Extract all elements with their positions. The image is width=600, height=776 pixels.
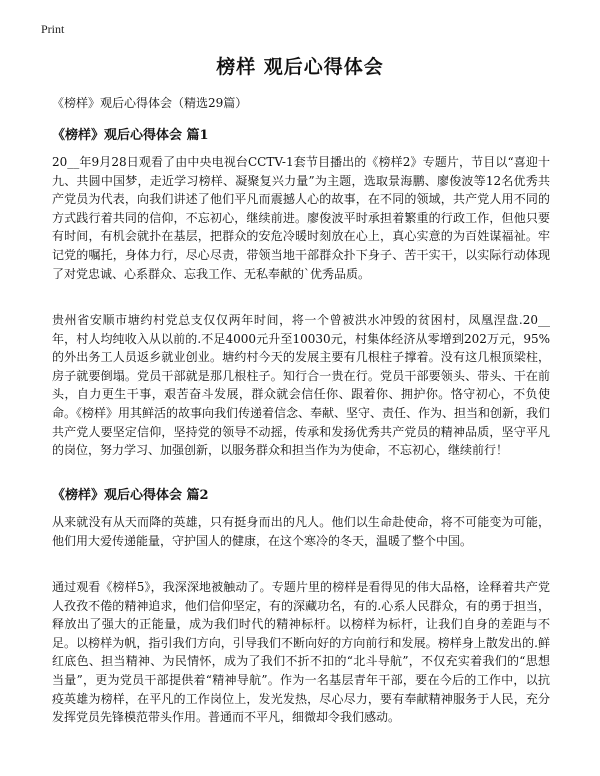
paragraph: 20__年9月28日观看了由中央电视台CCTV-1套节目播出的《榜样2》专题片，节目以“喜迎十九、共圆中国梦，走近学习榜样、凝聚复兴力量”为主题，选取景海鹏、廖俊波等12名优秀共产党员为代表，向我们讲述了他们平凡而震撼人心的故事，在不同的领域，共产党人用不同的方式践行着共同的信仰，不忘初心，继续前进。廖俊波平时承担着繁重的行政工作，但他只要有时间，有机会就扑在基层，把群众的安危冷暖时刻放在心上，真心实意的为百姓谋福祉。牢记党的嘱托，身体力行，尽心尽责，带领当地干部群众扑下身子、苦干实干，以实际行动体现了对党忠诚、心系群众、忘我工作、无私奉献的`优秀品质。 xyxy=(52,155,550,281)
paragraph: 贵州省安顺市塘约村党总支仅仅两年时间，将一个曾被洪水冲毁的贫困村，凤凰涅盘.20__年，村人均纯收入从以前的.不足4000元升至10030元，村集体经济从零增到202万元，95%的外出务工人员返乡就业创业。塘约村今天的发展主要有几根柱子撑着。没有这几根顶梁柱，房子就要倒塌。党员干部就是那几根柱子。知行合一贵在行。党员干部要领头、带头、干在前头，自力更生干事，艰苦奋斗发展，群众就会信任你、跟着你、拥护你。恪守初心，不负使命。《榜样》用其鲜活的故事向我们传递着信念、奉献、坚守、责任、作为、担当和创新，我们共产党人要坚定信仰，坚持党的领导不动摇，传承和发扬优秀共产党员的精神品质，坚守平凡的岗位，努力学习、加强创新，以服务群众和担当作为为使命，不忘初心，继续前行！ xyxy=(52,313,551,458)
print-link[interactable]: Print xyxy=(41,22,65,36)
paragraph: 从来就没有从天而降的英雄，只有挺身而出的凡人。他们以生命赴使命，将不可能变为可能，他们用大爱传递能量，守护国人的健康，在这个寒冷的冬天，温暖了整个中国。 xyxy=(52,515,550,548)
paragraph: 通过观看《榜样5》，我深深地被触动了。专题片里的榜样是看得见的伟大品格，诠释着共产党人孜孜不倦的精神追求，他们信仰坚定，有的深藏功名，有的.心系人民群众，有的勇于担当，释放出了强大的正能量，成为我们时代的精神标杆。以榜样为标杆，让我们自身的差距与不足。以榜样为帆，指引我们方向，引导我们不断向好的方向前行和发展。榜样身上散发出的.鲜红底色、担当精神、为民情怀，成为了我们不折不扣的“北斗导航”，不仅充实着我们的“思想当量”，更为党员干部提供着“精神导航”。作为一名基层青年干部，要在今后的工作中，以抗疫英雄为榜样，在平凡的工作岗位上，发光发热，尽心尽力，要有奉献精神服务于人民，充分发挥党员先锋模范带头作用。普通而不平凡，细微却令我们感动。 xyxy=(52,580,550,725)
subtitle: 《榜样》观后心得体会（精选29篇） xyxy=(52,96,248,110)
page-title: 榜样 观后心得体会 xyxy=(216,56,384,78)
section-heading-1: 《榜样》观后心得体会 篇1 xyxy=(52,128,209,143)
section-heading-2: 《榜样》观后心得体会 篇2 xyxy=(52,488,209,503)
